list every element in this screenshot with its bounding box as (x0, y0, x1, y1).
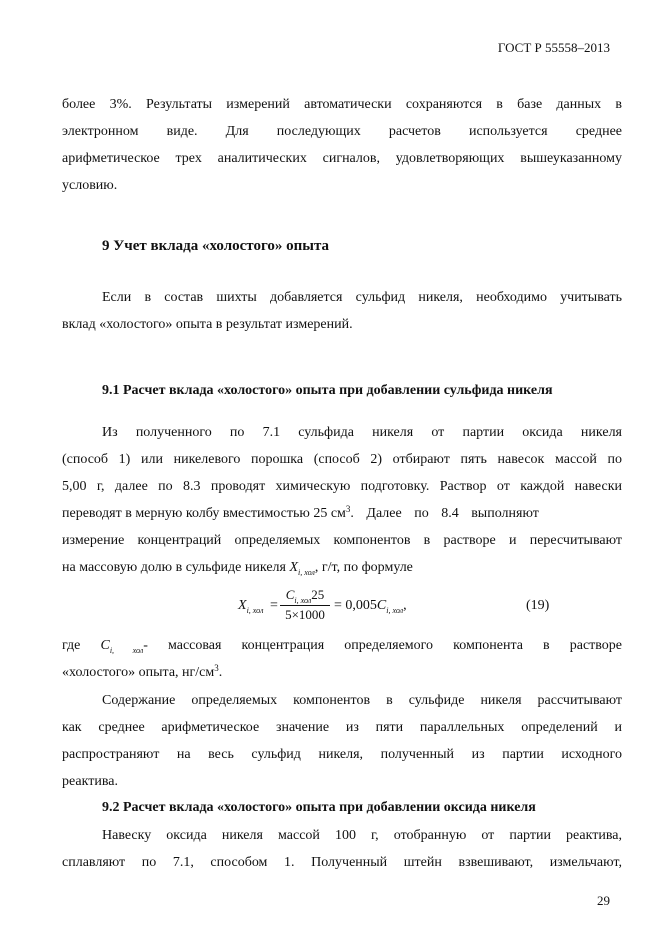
formula-equals: = (270, 598, 278, 613)
where-line2 (62, 664, 622, 682)
para1-line4: условию. (62, 178, 118, 193)
formula-c-subscript: i, хол (294, 596, 312, 605)
formula-denominator: 5×1000 (285, 607, 325, 622)
formula-rhs (334, 598, 407, 615)
para5-line1: Навеску оксида никеля массой 100 г, отобранную от партии реактива, (102, 828, 622, 843)
standard-number: ГОСТ Р 55558–2013 (497, 40, 610, 55)
formula-fraction (280, 587, 330, 623)
formula-lhs (238, 598, 263, 615)
para4-line2: как среднее арифметическое значение из пяти параллельных определений и (62, 720, 622, 735)
formula-c-subscript-rhs: i, хол (386, 606, 404, 615)
section-9-heading: 9 Учет вклада «холостого» опыта (102, 238, 330, 254)
para1-line3: арифметическое трех аналитических сигналов, удовлетворяющих вышеуказанному (62, 151, 622, 166)
para3-line1: Из полученного по 7.1 сульфида никеля от партии оксида никеля (102, 425, 622, 440)
symbol-x-inline-subscript: i, хол (298, 568, 315, 577)
para3-line6 (62, 559, 622, 582)
section-9-1-heading: 9.1 Расчет вклада «холостого» опыта при добавлении сульфида никеля (102, 383, 553, 398)
formula-result-a: = 0,005 (334, 598, 377, 613)
para3-line4 (62, 505, 622, 523)
formula-19 (238, 587, 418, 627)
symbol-x-inline: X (289, 560, 299, 575)
where-line2-text: «холостого» опыта, нг/см (62, 665, 215, 680)
section-9-2-heading: 9.2 Расчет вклада «холостого» опыта при добавлении оксида никеля (102, 800, 536, 815)
para3-line4-text-b: . Далее по 8.4 выполняют (350, 506, 539, 521)
para1-line1: более 3%. Результаты измерений автоматически сохраняются в базе данных в (62, 97, 622, 112)
para3-line3: 5,00 г, далее по 8.3 проводят химическую подготовку. Раствор от каждой навески (62, 479, 622, 494)
formula-c-symbol-rhs: C (376, 598, 387, 613)
para4-line3: распространяют на весь сульфид никеля, полученный из партии исходного (62, 747, 622, 762)
where-definition: - массовая концентрация определяемого компонента в растворе (143, 638, 623, 653)
where-line1 (62, 637, 622, 660)
formula-number: (19) (526, 598, 550, 613)
para5-line2: сплавляют по 7.1, способом 1. Полученный штейн взвешивают, измельчают, (62, 855, 622, 870)
formula-c-symbol: C (285, 587, 295, 602)
para3-line6-text-b: , г/т, по формуле (314, 560, 413, 575)
para3-line5: измерение концентраций определяемых компонентов в растворе и пересчитывают (62, 533, 622, 548)
page-number: 29 (597, 893, 610, 908)
formula-numerator-tail: 25 (311, 587, 325, 602)
where-c-subscript: i, хол (109, 646, 144, 655)
formula-result-b: , (403, 598, 407, 613)
para3-line6-text-a: на массовую долю в сульфиде никеля (62, 560, 286, 575)
fraction-bar (280, 605, 330, 606)
formula-x-subscript: i, хол (246, 606, 264, 615)
where-cubic-superscript: 3 (214, 663, 219, 673)
para1-line2: электронном виде. Для последующих расчетов используется среднее (62, 124, 622, 139)
where-label: где (62, 638, 81, 653)
where-c-symbol: C (100, 638, 110, 653)
para3-line4-text-a: переводят в мерную колбу вместимостью 25 см (62, 506, 346, 521)
para4-line4: реактива. (62, 774, 118, 789)
para2-line1: Если в состав шихты добавляется сульфид никеля, необходимо учитывать (102, 290, 622, 305)
where-line2-end: . (218, 665, 223, 680)
where-symbol (100, 638, 143, 653)
formula-numerator (280, 587, 330, 604)
para4-line1: Содержание определяемых компонентов в сульфиде никеля рассчитывают (102, 693, 622, 708)
para2-line2: вклад «холостого» опыта в результат измерений. (62, 317, 353, 332)
formula-x-symbol: X (238, 598, 247, 613)
para3-line2: (способ 1) или никелевого порошка (способ 2) отбирают пять навесок массой по (62, 452, 622, 467)
cubic-superscript: 3 (345, 504, 351, 514)
